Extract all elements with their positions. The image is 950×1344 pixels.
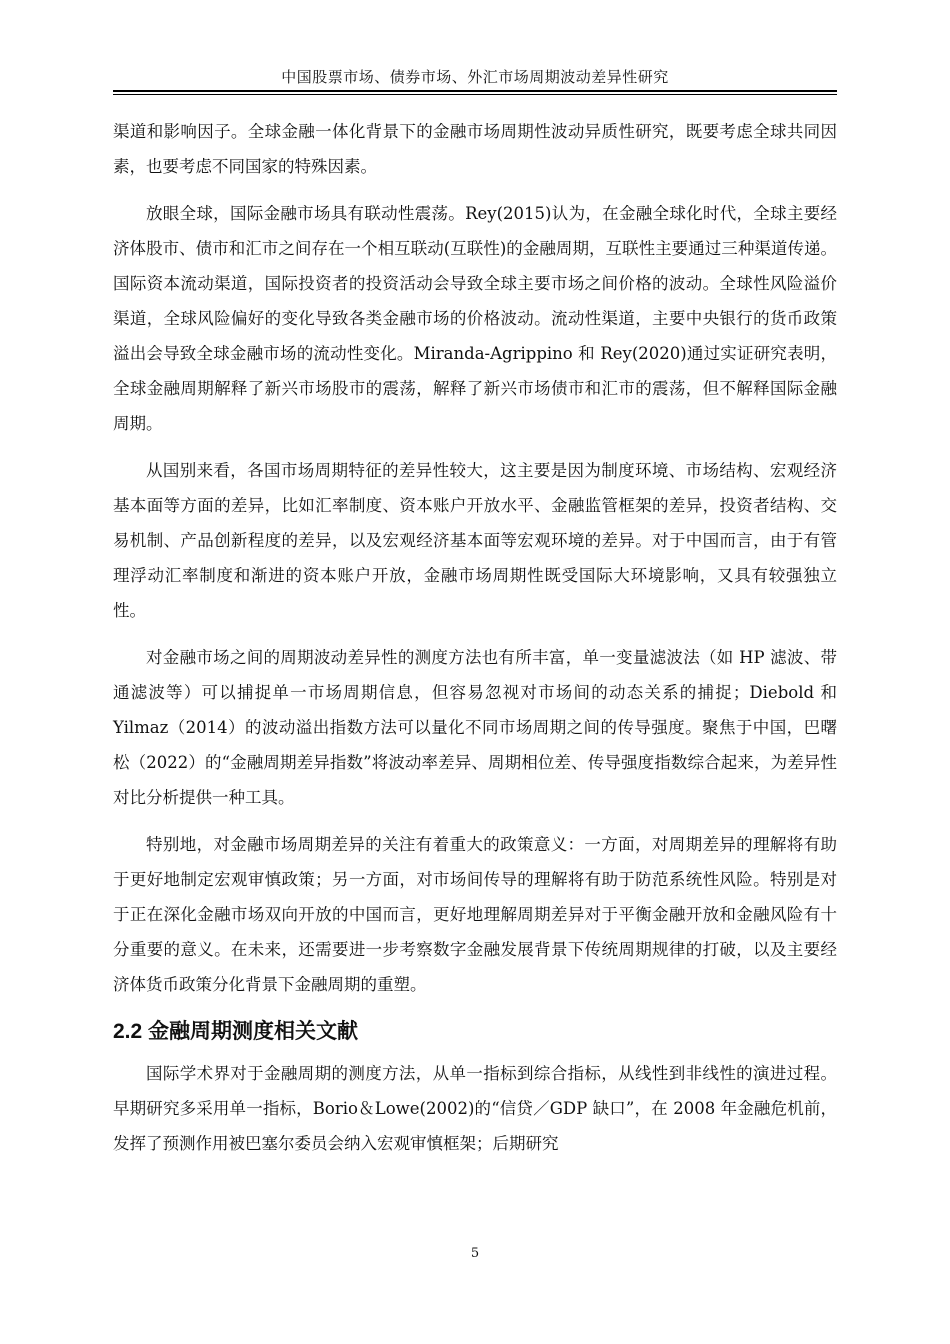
paragraph: 国际学术界对于金融周期的测度方法，从单一指标到综合指标，从线性到非线性的演进过程。早期研究多采用单一指标，Borio＆Lowe(2002)的“信贷／GDP 缺口”，在 2008 年金融危机前，发挥了预测作用被巴塞尔委员会纳入宏观审慎框架；后期研究	[113, 1064, 837, 1153]
page-number: 5	[470, 1246, 480, 1261]
running-header: 中国股票市场、债券市场、外汇市场周期波动差异性研究	[281, 68, 669, 86]
paragraph: 从国别来看，各国市场周期特征的差异性较大，这主要是因为制度环境、市场结构、宏观经济基本面等方面的差异，比如汇率制度、资本账户开放水平、金融监管框架的差异，投资者结构、交易机制、产品创新程度的差异，以及宏观经济基本面等宏观环境的差异。对于中国而言，由于有管理浮动汇率制度和渐进的资本账户开放，金融市场周期性既受国际大环境影响，又具有较强独立性。	[113, 461, 837, 620]
section-heading: 2.2 金融周期测度相关文献	[113, 1020, 359, 1043]
paragraph: 特别地，对金融市场周期差异的关注有着重大的政策意义：一方面，对周期差异的理解将有助于更好地制定宏观审慎政策；另一方面，对市场间传导的理解将有助于防范系统性风险。特别是对于正在深化金融市场双向开放的中国而言，更好地理解周期差异对于平衡金融开放和金融风险有十分重要的意义。在未来，还需要进一步考察数字金融发展背景下传统周期规律的打破，以及主要经济体货币政策分化背景下金融周期的重塑。	[113, 835, 837, 994]
header-rule	[113, 90, 837, 92]
header-rule-secondary	[113, 94, 837, 95]
paragraph-continued: 渠道和影响因子。全球金融一体化背景下的金融市场周期性波动异质性研究，既要考虑全球共同因素，也要考虑不同国家的特殊因素。	[113, 122, 837, 176]
paragraph: 放眼全球，国际金融市场具有联动性震荡。Rey(2015)认为，在金融全球化时代，全球主要经济体股市、债市和汇市之间存在一个相互联动(互联性)的金融周期，互联性主要通过三种渠道传递。国际资本流动渠道，国际投资者的投资活动会导致全球主要市场之间价格的波动。全球性风险溢价渠道，全球风险偏好的变化导致各类金融市场的价格波动。流动性渠道，主要中央银行的货币政策溢出会导致全球金融市场的流动性变化。Miranda-Agrippino 和 Rey(2020)通过实证研究表明，全球金融周期解释了新兴市场股市的震荡，解释了新兴市场债市和汇市的震荡，但不解释国际金融周期。	[113, 204, 837, 433]
page-body	[113, 114, 837, 1173]
paragraph: 对金融市场之间的周期波动差异性的测度方法也有所丰富，单一变量滤波法（如 HP 滤波、带通滤波等）可以捕捉单一市场周期信息，但容易忽视对市场间的动态关系的捕捉；Diebold 和 Yilmaz（2014）的波动溢出指数方法可以量化不同市场周期之间的传导强度。聚焦于中国，巴曙松（2022）的“金融周期差异指数”将波动率差异、周期相位差、传导强度指数综合起来，为差异性对比分析提供一种工具。	[113, 648, 837, 807]
